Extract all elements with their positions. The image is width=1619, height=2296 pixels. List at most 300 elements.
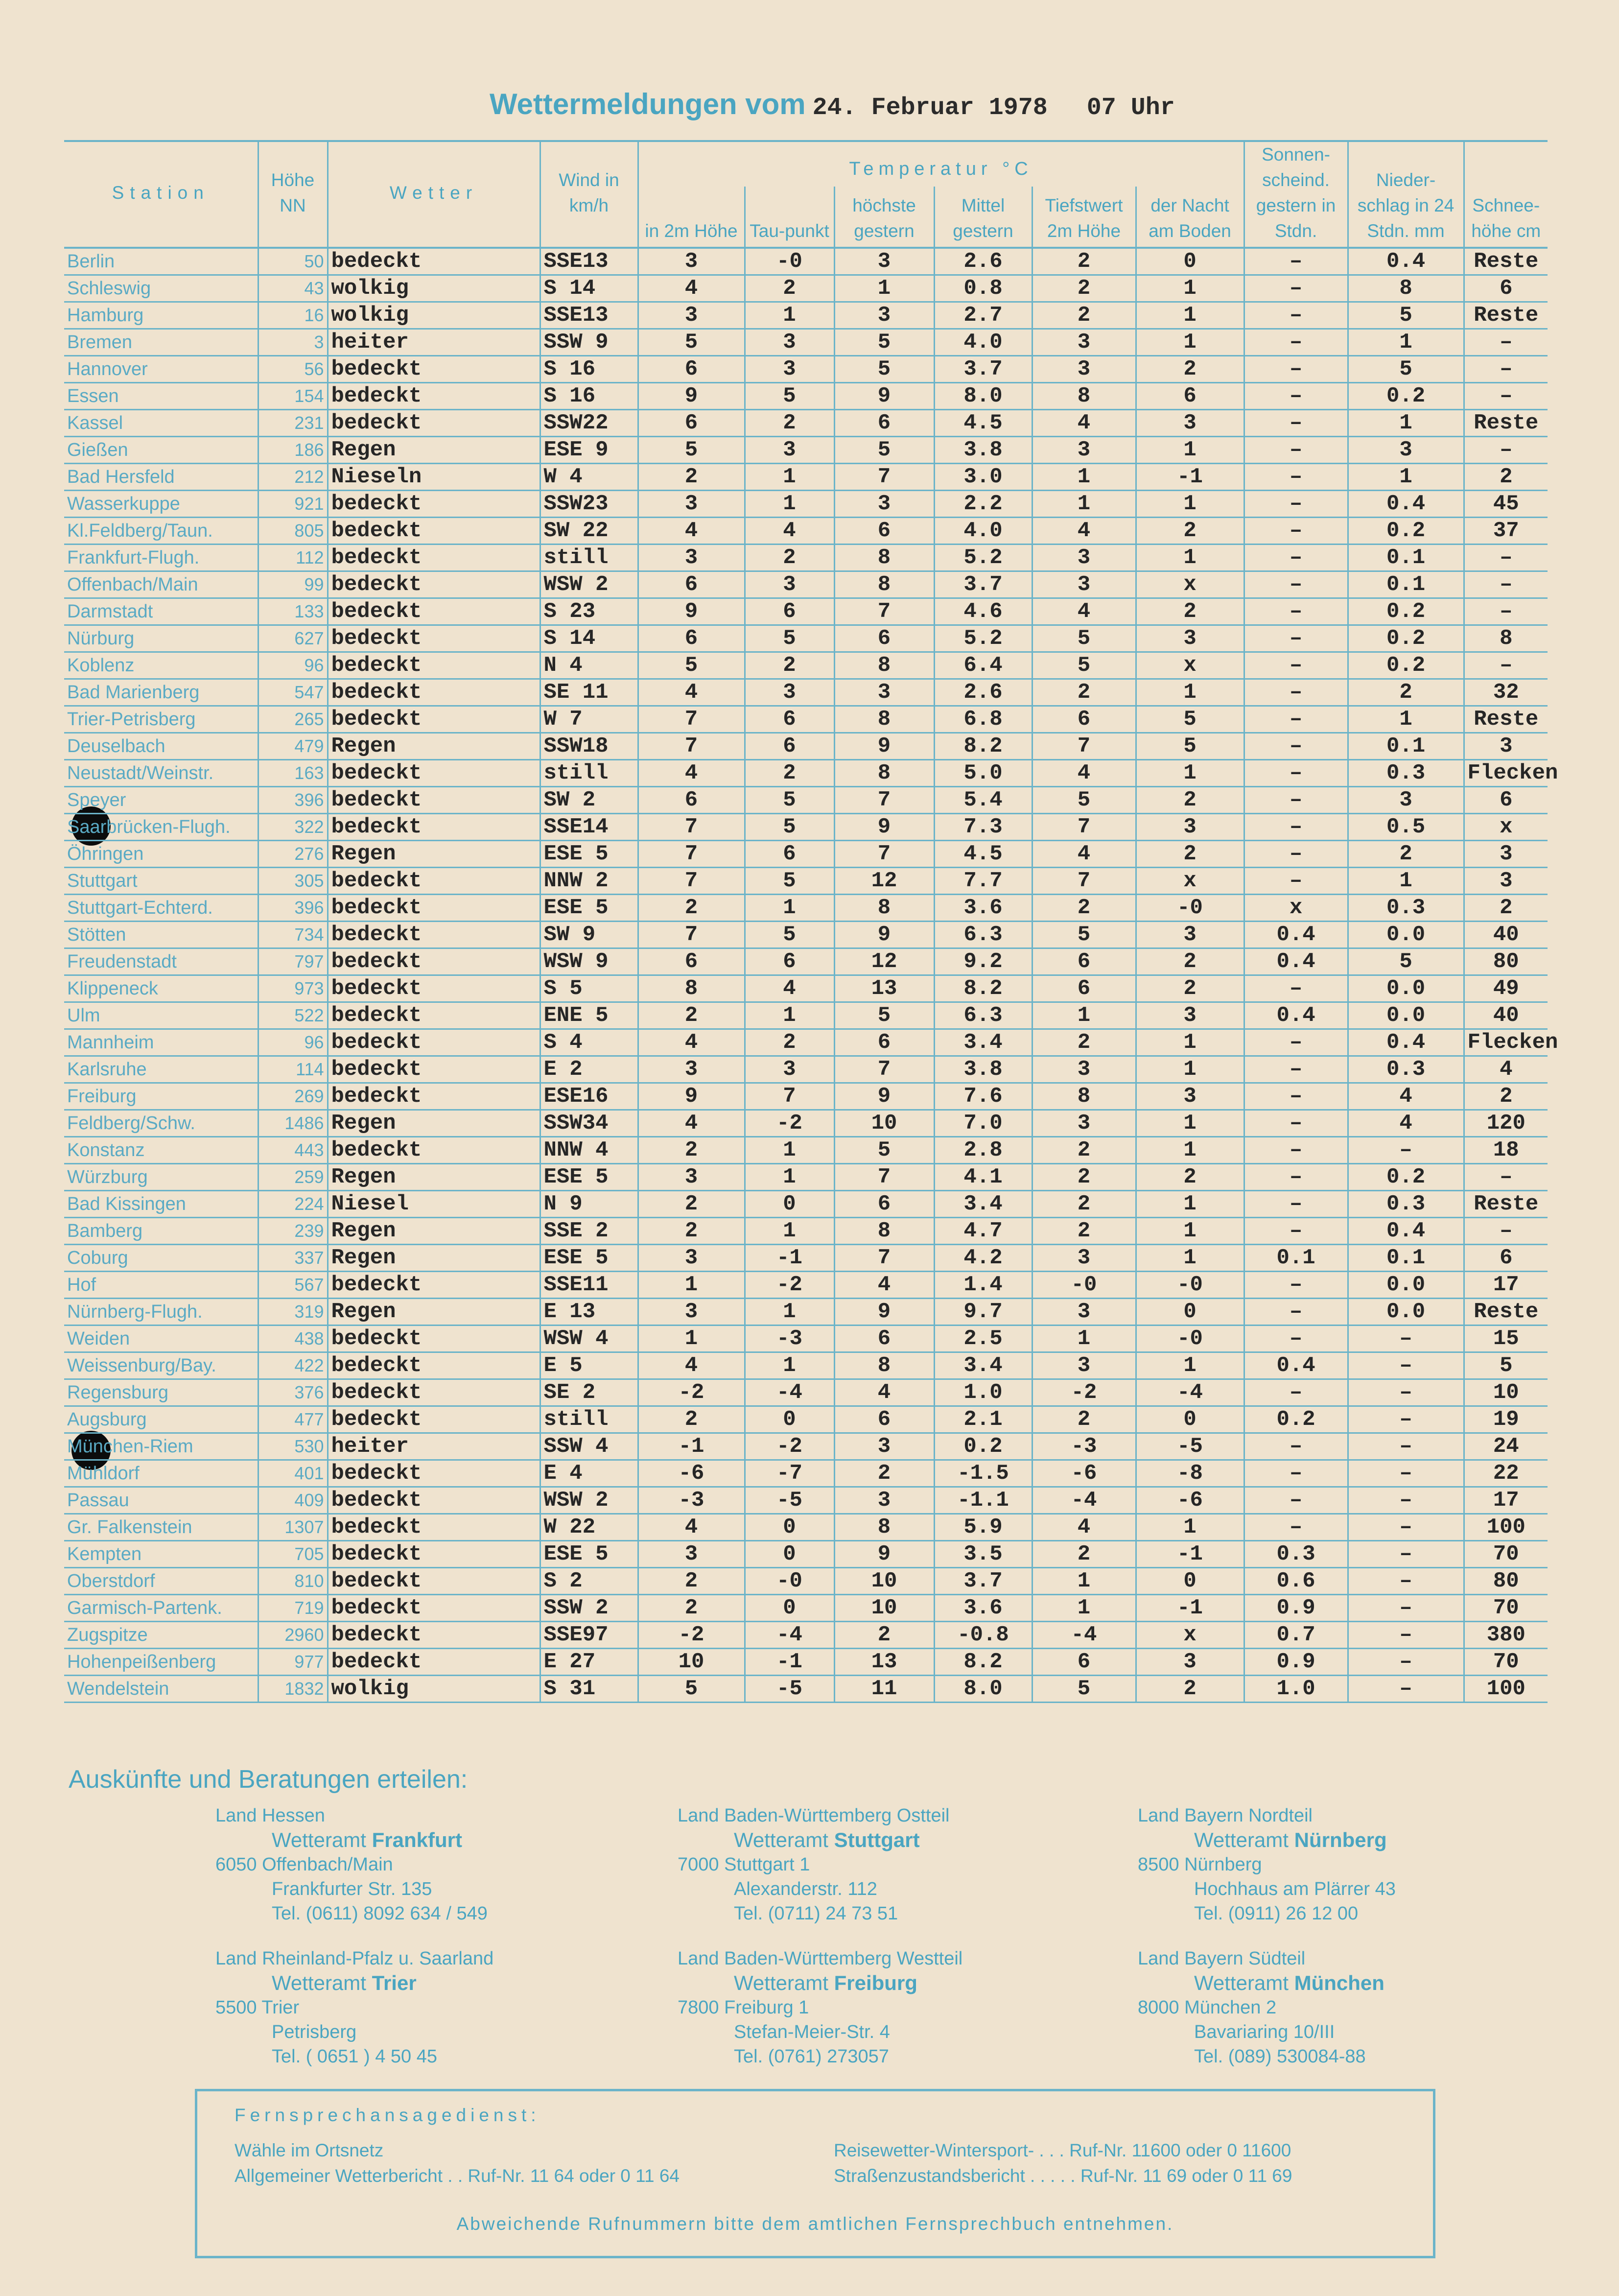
precipitation-value: 0.5 [1348,814,1464,841]
sunshine-value: – [1244,544,1348,571]
snow-value: 6 [1464,787,1548,814]
mean-temp-value: 4.6 [934,598,1032,625]
sunshine-value: – [1244,491,1348,518]
max-temp-value: 8 [834,706,934,733]
wind-value: E 2 [540,1056,638,1083]
precipitation-value: 0.2 [1348,518,1464,544]
min-temp-value: 6 [1032,1649,1136,1676]
night-ground-value: -0 [1136,1272,1244,1299]
temp-2m-value: 3 [638,544,745,571]
table-row [64,1379,1548,1406]
office-block [678,1803,1118,1926]
precipitation-value: 2 [1348,841,1464,868]
weather-condition: Regen [328,733,540,760]
office-city: Frankfurt [372,1828,462,1851]
precipitation-value: 0.3 [1348,1191,1464,1218]
precipitation-value: 0.2 [1348,652,1464,679]
precipitation-value: 0.0 [1348,1299,1464,1326]
station-height: 547 [258,679,328,706]
min-temp-value: 2 [1032,1218,1136,1245]
sunshine-value: – [1244,1514,1348,1541]
table-row [64,410,1548,437]
station-height: 96 [258,652,328,679]
dewpoint-value: 6 [745,706,834,733]
station-name: Frankfurt-Flugh. [64,544,258,571]
office-phone: Tel. (0611) 8092 634 / 549 [272,1903,488,1924]
table-row [64,841,1548,868]
station-name: Garmisch-Partenk. [64,1595,258,1622]
station-name: Coburg [64,1245,258,1272]
precipitation-value: – [1348,1433,1464,1460]
dewpoint-value: 3 [745,356,834,383]
station-height: 401 [258,1460,328,1487]
temp-2m-value: 2 [638,1595,745,1622]
dewpoint-value: 0 [745,1406,834,1433]
precipitation-value: – [1348,1137,1464,1164]
precipitation-value: 0.0 [1348,922,1464,948]
station-name: Stötten [64,922,258,948]
office-city: Freiburg [834,1971,917,1994]
table-row [64,437,1548,464]
precipitation-value: 5 [1348,302,1464,329]
max-temp-value: 13 [834,1649,934,1676]
wind-value: SW 9 [540,922,638,948]
snow-value: 3 [1464,868,1548,895]
sunshine-value: – [1244,975,1348,1002]
station-name: Weissenburg/Bay. [64,1352,258,1379]
table-row [64,948,1548,975]
station-name: Mühldorf [64,1460,258,1487]
table-row [64,1676,1548,1703]
dewpoint-value: 1 [745,1352,834,1379]
wind-value: ENE 5 [540,1002,638,1029]
snow-value: 2 [1464,895,1548,922]
temp-2m-value: 9 [638,598,745,625]
wind-value: E 5 [540,1352,638,1379]
night-ground-value: 1 [1136,329,1244,356]
office-street: Bavariaring 10/III [1194,2022,1335,2042]
station-height: 337 [258,1245,328,1272]
wind-value: SE 11 [540,679,638,706]
dewpoint-value: 0 [745,1541,834,1568]
night-ground-value: 2 [1136,841,1244,868]
sunshine-value: 0.3 [1244,1541,1348,1568]
min-temp-value: 7 [1032,868,1136,895]
weather-condition: bedeckt [328,1406,540,1433]
dewpoint-value: -0 [745,248,834,275]
temp-2m-value: 9 [638,1083,745,1110]
wind-value: ESE 5 [540,1541,638,1568]
snow-value: – [1464,1218,1548,1245]
snow-value: 15 [1464,1326,1548,1352]
max-temp-value: 6 [834,1326,934,1352]
phone-service-road: Straßenzustandsbericht . . . . . Ruf-Nr. 11 69 oder 0 11 69 [834,2166,1292,2186]
night-ground-value: -5 [1136,1433,1244,1460]
night-ground-value: x [1136,1622,1244,1649]
station-name: Bad Kissingen [64,1191,258,1218]
max-temp-value: 3 [834,302,934,329]
table-row [64,491,1548,518]
temp-2m-value: 6 [638,571,745,598]
min-temp-value: 8 [1032,383,1136,410]
station-height: 133 [258,598,328,625]
office-postcode-city: 7000 Stuttgart 1 [678,1854,810,1875]
snow-value: – [1464,437,1548,464]
temp-2m-value: 3 [638,302,745,329]
dewpoint-value: 5 [745,383,834,410]
station-name: Wendelstein [64,1676,258,1703]
snow-value: 3 [1464,841,1548,868]
office-title [1138,1971,1578,1995]
dewpoint-value: 2 [745,1029,834,1056]
header-weather: Wetter [328,141,540,248]
min-temp-value: 3 [1032,1299,1136,1326]
snow-value: Reste [1464,302,1548,329]
report-time: 07 Uhr [1086,94,1175,122]
weather-condition: bedeckt [328,760,540,787]
night-ground-value: -1 [1136,1595,1244,1622]
snow-value: Flecken [1464,1029,1548,1056]
dewpoint-value: 1 [745,464,834,491]
weather-condition: bedeckt [328,652,540,679]
station-name: Wasserkuppe [64,491,258,518]
station-height: 409 [258,1487,328,1514]
dewpoint-value: 1 [745,1002,834,1029]
snow-value: 40 [1464,922,1548,948]
weather-condition: bedeckt [328,625,540,652]
sunshine-value: – [1244,410,1348,437]
phone-service-box [195,2089,1435,2258]
station-height: 50 [258,248,328,275]
mean-temp-value: 3.6 [934,1595,1032,1622]
office-postcode-city: 6050 Offenbach/Main [215,1854,393,1875]
sunshine-value: – [1244,356,1348,383]
station-height: 567 [258,1272,328,1299]
station-height: 239 [258,1218,328,1245]
wind-value: ESE 5 [540,1245,638,1272]
wind-value: SSE97 [540,1622,638,1649]
weather-condition: heiter [328,329,540,356]
office-street: Alexanderstr. 112 [734,1879,877,1899]
max-temp-value: 7 [834,598,934,625]
precipitation-value: 5 [1348,356,1464,383]
snow-value: – [1464,598,1548,625]
snow-value: 49 [1464,975,1548,1002]
wind-value: SSE13 [540,302,638,329]
night-ground-value: 5 [1136,733,1244,760]
precipitation-value: – [1348,1487,1464,1514]
dewpoint-value: 5 [745,814,834,841]
dewpoint-value: -1 [745,1245,834,1272]
station-height: 805 [258,518,328,544]
weather-condition: bedeckt [328,1595,540,1622]
max-temp-value: 9 [834,1541,934,1568]
sunshine-value: – [1244,814,1348,841]
station-height: 259 [258,1164,328,1191]
max-temp-value: 3 [834,679,934,706]
precipitation-value: – [1348,1352,1464,1379]
precipitation-value: 0.2 [1348,625,1464,652]
table-row [64,1137,1548,1164]
precipitation-value: – [1348,1676,1464,1703]
precipitation-value: – [1348,1379,1464,1406]
min-temp-value: 5 [1032,652,1136,679]
station-name: Stuttgart-Echterd. [64,895,258,922]
dewpoint-value: -1 [745,1649,834,1676]
station-height: 305 [258,868,328,895]
station-height: 114 [258,1056,328,1083]
weather-condition: bedeckt [328,1541,540,1568]
station-height: 3 [258,329,328,356]
night-ground-value: 2 [1136,518,1244,544]
dewpoint-value: 1 [745,1137,834,1164]
weather-condition: bedeckt [328,1002,540,1029]
sunshine-value: – [1244,1487,1348,1514]
sunshine-value: – [1244,760,1348,787]
mean-temp-value: 2.5 [934,1326,1032,1352]
wind-value: S 23 [540,598,638,625]
dewpoint-value: 3 [745,679,834,706]
temp-2m-value: -2 [638,1379,745,1406]
station-name: Offenbach/Main [64,571,258,598]
wind-value: SSW23 [540,491,638,518]
weather-condition: bedeckt [328,1622,540,1649]
sunshine-value: – [1244,437,1348,464]
precipitation-value: 0.0 [1348,1272,1464,1299]
office-block [678,1946,1118,2069]
wind-value: SSW 4 [540,1433,638,1460]
dewpoint-value: -3 [745,1326,834,1352]
sunshine-value: x [1244,895,1348,922]
min-temp-value: 6 [1032,948,1136,975]
mean-temp-value: 3.7 [934,571,1032,598]
snow-value: Reste [1464,410,1548,437]
temp-2m-value: 6 [638,948,745,975]
mean-temp-value: 7.3 [934,814,1032,841]
max-temp-value: 12 [834,948,934,975]
mean-temp-value: 8.2 [934,1649,1032,1676]
sunshine-value: – [1244,1379,1348,1406]
station-height: 438 [258,1326,328,1352]
mean-temp-value: 4.2 [934,1245,1032,1272]
night-ground-value: x [1136,868,1244,895]
weather-condition: bedeckt [328,895,540,922]
min-temp-value: 4 [1032,760,1136,787]
station-height: 477 [258,1406,328,1433]
wind-value: ESE 9 [540,437,638,464]
weather-condition: Regen [328,1218,540,1245]
min-temp-value: 5 [1032,1676,1136,1703]
wind-value: E 13 [540,1299,638,1326]
station-name: Gießen [64,437,258,464]
precipitation-value: 1 [1348,410,1464,437]
min-temp-value: -0 [1032,1272,1136,1299]
weather-condition: Regen [328,841,540,868]
min-temp-value: -4 [1032,1487,1136,1514]
dewpoint-value: 5 [745,787,834,814]
office-block [1138,1803,1578,1926]
temp-2m-value: 5 [638,329,745,356]
table-row [64,787,1548,814]
snow-value: 2 [1464,1083,1548,1110]
dewpoint-value: 2 [745,652,834,679]
station-height: 322 [258,814,328,841]
mean-temp-value: 2.1 [934,1406,1032,1433]
snow-value: 100 [1464,1676,1548,1703]
max-temp-value: 5 [834,1002,934,1029]
table-row [64,1568,1548,1595]
max-temp-value: 3 [834,1487,934,1514]
wind-value: SSW 2 [540,1595,638,1622]
weather-condition: bedeckt [328,1649,540,1676]
max-temp-value: 6 [834,518,934,544]
dewpoint-value: 5 [745,625,834,652]
weather-condition: Regen [328,1299,540,1326]
header-wind: Wind in km/h [540,141,638,248]
weather-condition: bedeckt [328,1514,540,1541]
dewpoint-value: 2 [745,410,834,437]
max-temp-value: 8 [834,760,934,787]
mean-temp-value: 3.7 [934,1568,1032,1595]
mean-temp-value: 7.7 [934,868,1032,895]
dewpoint-value: -4 [745,1379,834,1406]
snow-value: – [1464,356,1548,383]
table-row [64,383,1548,410]
max-temp-value: 8 [834,1514,934,1541]
snow-value: – [1464,571,1548,598]
night-ground-value: 1 [1136,1191,1244,1218]
max-temp-value: 7 [834,1245,934,1272]
station-name: Freiburg [64,1083,258,1110]
temp-2m-value: 3 [638,1245,745,1272]
table-row [64,1029,1548,1056]
temp-2m-value: 2 [638,1002,745,1029]
max-temp-value: 3 [834,491,934,518]
max-temp-value: 6 [834,410,934,437]
night-ground-value: x [1136,571,1244,598]
temp-2m-value: 1 [638,1326,745,1352]
sunshine-value: 0.4 [1244,1002,1348,1029]
station-height: 16 [258,302,328,329]
dewpoint-value: -2 [745,1433,834,1460]
header-temperature-group: Temperatur °C [638,141,1244,187]
office-postcode-city: 5500 Trier [215,1997,300,2018]
phone-service-travel: Reisewetter-Wintersport- . . . Ruf-Nr. 11600 oder 0 11600 [834,2140,1291,2160]
station-name: Bamberg [64,1218,258,1245]
mean-temp-value: 6.3 [934,922,1032,948]
snow-value: 10 [1464,1379,1548,1406]
precipitation-value: 1 [1348,868,1464,895]
dewpoint-value: -0 [745,1568,834,1595]
snow-value: 120 [1464,1110,1548,1137]
weather-condition: bedeckt [328,1029,540,1056]
office-region: Land Hessen [215,1805,325,1826]
wind-value: SSW18 [540,733,638,760]
station-height: 1486 [258,1110,328,1137]
dewpoint-value: -2 [745,1272,834,1299]
min-temp-value: 3 [1032,571,1136,598]
precipitation-value: – [1348,1595,1464,1622]
min-temp-value: 3 [1032,1352,1136,1379]
dewpoint-value: 1 [745,1218,834,1245]
office-prefix: Wetteramt [272,1971,366,1994]
night-ground-value: 3 [1136,410,1244,437]
max-temp-value: 6 [834,1191,934,1218]
weather-condition: wolkig [328,302,540,329]
weather-condition: bedeckt [328,706,540,733]
table-row [64,652,1548,679]
office-title [1138,1828,1578,1852]
night-ground-value: 1 [1136,760,1244,787]
sunshine-value: – [1244,248,1348,275]
night-ground-value: 0 [1136,1568,1244,1595]
weather-condition: bedeckt [328,1056,540,1083]
precipitation-value: 4 [1348,1083,1464,1110]
dewpoint-value: 6 [745,841,834,868]
temp-2m-value: 4 [638,1514,745,1541]
wind-value: SSE14 [540,814,638,841]
snow-value: 4 [1464,1056,1548,1083]
station-name: München-Riem [64,1433,258,1460]
temp-2m-value: 2 [638,1137,745,1164]
min-temp-value: 2 [1032,302,1136,329]
max-temp-value: 11 [834,1676,934,1703]
precipitation-value: 0.3 [1348,895,1464,922]
dewpoint-value: -5 [745,1676,834,1703]
table-row [64,356,1548,383]
precipitation-value: – [1348,1406,1464,1433]
station-name: Nürburg [64,625,258,652]
temp-2m-value: 7 [638,868,745,895]
station-height: 212 [258,464,328,491]
table-row [64,1649,1548,1676]
office-prefix: Wetteramt [734,1971,828,1994]
office-phone: Tel. ( 0651 ) 4 50 45 [272,2046,437,2067]
dewpoint-value: 0 [745,1595,834,1622]
station-height: 96 [258,1029,328,1056]
sunshine-value: 0.2 [1244,1406,1348,1433]
station-name: Würzburg [64,1164,258,1191]
wind-value: SSE11 [540,1272,638,1299]
weather-condition: bedeckt [328,248,540,275]
office-region: Land Baden-Württemberg Westteil [678,1948,963,1969]
temp-2m-value: 6 [638,787,745,814]
temp-2m-value: 9 [638,383,745,410]
weather-condition: bedeckt [328,544,540,571]
min-temp-value: 3 [1032,356,1136,383]
min-temp-value: -2 [1032,1379,1136,1406]
table-row [64,1541,1548,1568]
mean-temp-value: 9.7 [934,1299,1032,1326]
station-name: Ulm [64,1002,258,1029]
table-row [64,1002,1548,1029]
mean-temp-value: 8.2 [934,733,1032,760]
mean-temp-value: 4.1 [934,1164,1032,1191]
sunshine-value: – [1244,1056,1348,1083]
mean-temp-value: 5.4 [934,787,1032,814]
mean-temp-value: 8.0 [934,383,1032,410]
table-row [64,1110,1548,1137]
weather-condition: Regen [328,1110,540,1137]
temp-2m-value: 4 [638,679,745,706]
phone-service-general: Allgemeiner Wetterbericht . . Ruf-Nr. 11 64 oder 0 11 64 [235,2166,680,2186]
dewpoint-value: -7 [745,1460,834,1487]
temp-2m-value: 3 [638,1164,745,1191]
mean-temp-value: 5.9 [934,1514,1032,1541]
office-region: Land Bayern Nordteil [1138,1805,1313,1826]
header-station: Station [64,141,258,248]
wind-value: still [540,760,638,787]
